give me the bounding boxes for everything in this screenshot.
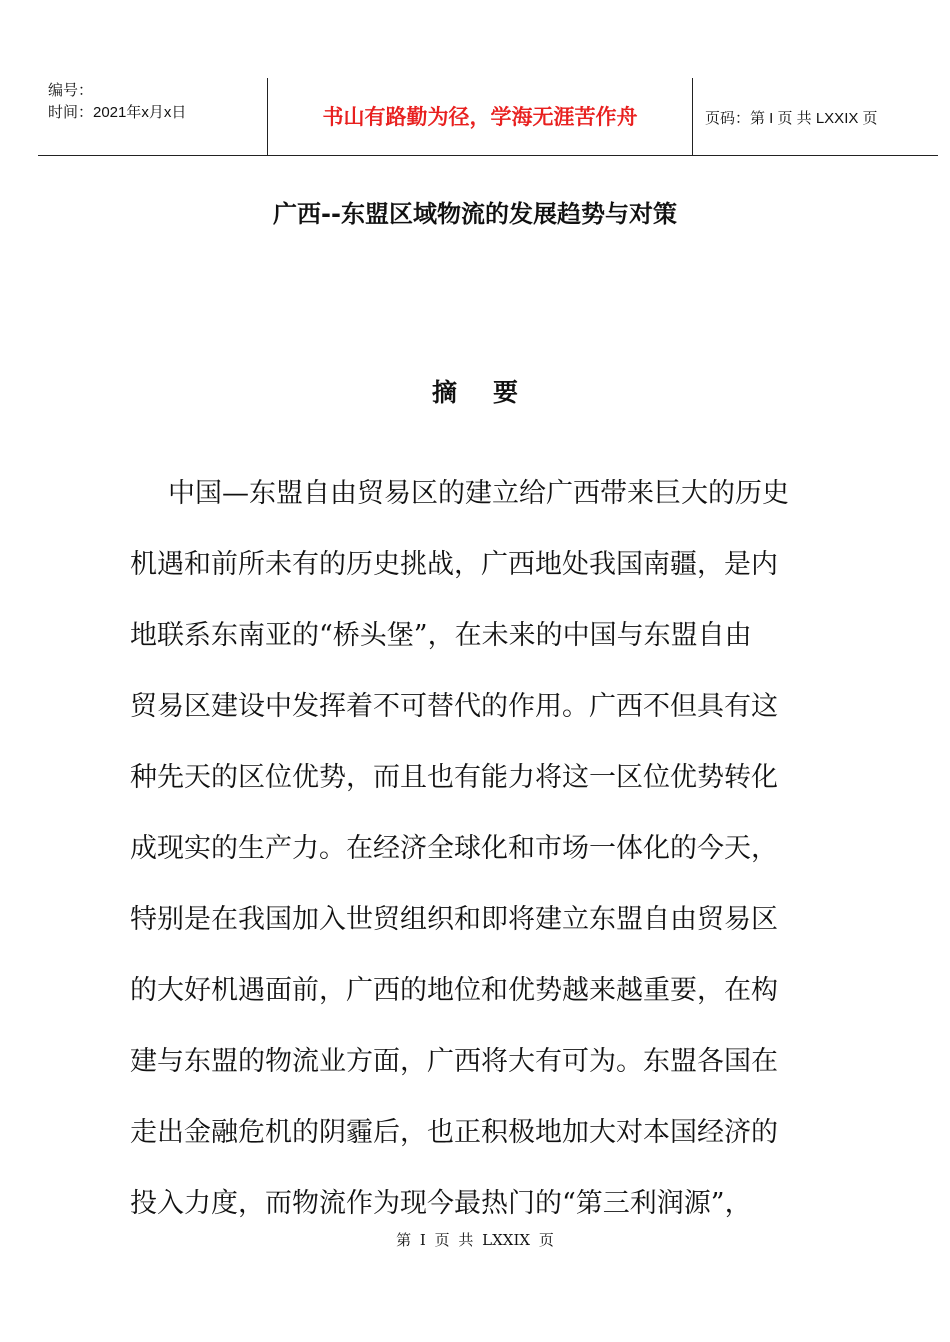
page-header	[38, 78, 938, 156]
header-divider-right	[692, 78, 693, 155]
document-number-label: 编号：	[48, 82, 94, 99]
body-line: 种先天的区位优势，而且也有能力将这一区位优势转化	[130, 762, 778, 793]
header-page-number: 页码：第 I 页 共 LXXIX 页	[705, 110, 878, 127]
body-line: 建与东盟的物流业方面，广西将大有可为。东盟各国在	[130, 1046, 778, 1077]
body-line: 的大好机遇面前，广西的地位和优势越来越重要，在构	[130, 975, 778, 1006]
abstract-heading: 摘要	[431, 378, 554, 407]
header-motto: 书山有路勤为径，学海无涯苦作舟	[322, 105, 638, 129]
body-line: 特别是在我国加入世贸组织和即将建立东盟自由贸易区	[130, 904, 778, 935]
body-line: 投入力度，而物流作为现今最热门的“第三利润源”，	[130, 1188, 752, 1219]
document-time-label: 时间：2021年x月x日	[48, 104, 187, 121]
abstract-body	[130, 458, 842, 1239]
body-line: 地联系东南亚的“桥头堡”，在未来的中国与东盟自由	[130, 620, 752, 651]
body-line: 机遇和前所未有的历史挑战，广西地处我国南疆，是内	[130, 549, 778, 580]
body-line: 贸易区建设中发挥着不可替代的作用。广西不但具有这	[130, 691, 778, 722]
header-divider-left	[267, 78, 268, 155]
body-line: 中国—东盟自由贸易区的建立给广西带来巨大的历史	[168, 478, 789, 509]
page-footer: 第 I 页 共 LXXIX 页	[396, 1231, 554, 1249]
body-line: 成现实的生产力。在经济全球化和市场一体化的今天，	[130, 833, 778, 864]
body-line: 走出金融危机的阴霾后，也正积极地加大对本国经济的	[130, 1117, 778, 1148]
header-meta	[48, 80, 186, 124]
document-title: 广西--东盟区域物流的发展趋势与对策	[273, 200, 677, 228]
